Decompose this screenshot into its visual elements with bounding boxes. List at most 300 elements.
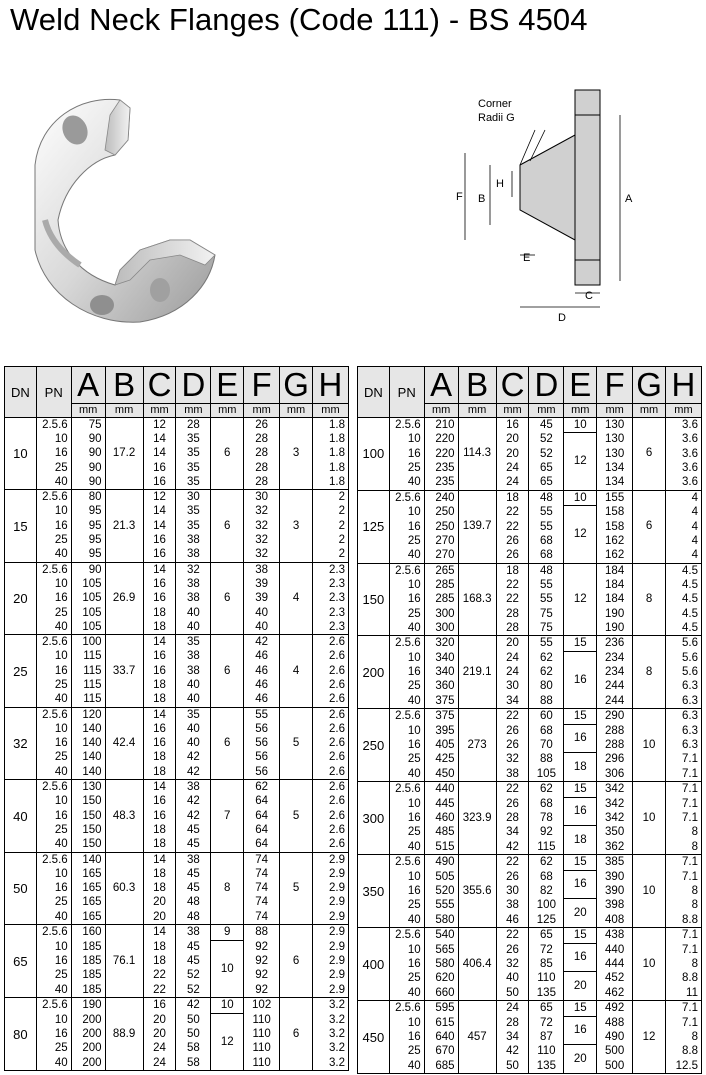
f-cell: 39 (244, 592, 280, 606)
pn-cell: 10 (389, 943, 424, 957)
g-cell: 6 (280, 925, 313, 998)
a-cell: 285 (424, 578, 458, 592)
h-cell: 2.9 (312, 867, 348, 881)
dim-d: D (558, 312, 566, 324)
g-cell: 6 (280, 998, 313, 1071)
f-cell: 32 (244, 533, 280, 547)
a-cell: 220 (424, 433, 458, 447)
g-cell: 8 (633, 636, 666, 709)
pn-cell: 25 (36, 533, 71, 547)
a-cell: 210 (424, 418, 458, 433)
header-b: B (105, 367, 143, 404)
pn-cell: 16 (389, 593, 424, 607)
c-cell: 14 (143, 852, 176, 867)
g-cell: 5 (280, 852, 313, 924)
b-cell: 168.3 (458, 563, 496, 635)
pn-cell: 10 (389, 433, 424, 447)
c-cell: 50 (496, 1059, 529, 1074)
table-row (5, 925, 349, 940)
a-cell: 185 (71, 954, 105, 968)
table-row (358, 928, 702, 943)
f-cell: 190 (597, 621, 633, 636)
c-cell: 26 (496, 943, 529, 957)
d-cell: 52 (529, 447, 564, 461)
a-cell: 100 (71, 635, 105, 650)
h-cell: 8.8 (665, 972, 701, 986)
h-cell: 6.3 (665, 709, 701, 724)
f-cell: 234 (597, 666, 633, 680)
h-cell: 2.6 (312, 823, 348, 837)
unit-d: mm (176, 404, 211, 418)
dn-cell: 80 (5, 998, 37, 1071)
a-cell: 90 (71, 447, 105, 461)
a-cell: 95 (71, 533, 105, 547)
pn-cell: 16 (389, 1030, 424, 1044)
pn-cell: 10 (389, 578, 424, 592)
h-cell: 2.6 (312, 678, 348, 692)
d-cell: 40 (176, 620, 211, 635)
f-cell: 28 (244, 461, 280, 475)
e-cell: 20 (564, 1045, 597, 1074)
d-cell: 48 (529, 490, 564, 505)
f-cell: 390 (597, 870, 633, 884)
d-cell: 135 (529, 986, 564, 1001)
c-cell: 16 (143, 548, 176, 563)
f-cell: 26 (244, 418, 280, 433)
d-cell: 65 (529, 461, 564, 475)
f-cell: 42 (244, 635, 280, 650)
d-cell: 100 (529, 899, 564, 913)
h-cell: 1.8 (312, 475, 348, 490)
header-g: G (633, 367, 666, 404)
h-cell: 2.6 (312, 664, 348, 678)
pn-cell: 40 (389, 986, 424, 1001)
f-cell: 438 (597, 928, 633, 943)
dn-cell: 300 (358, 782, 390, 855)
dn-cell: 150 (358, 563, 390, 635)
header-e: E (211, 367, 244, 404)
pn-cell: 10 (389, 724, 424, 738)
a-cell: 140 (71, 765, 105, 780)
c-cell: 16 (143, 461, 176, 475)
a-cell: 80 (71, 490, 105, 505)
unit-b: mm (105, 404, 143, 418)
flange-table-left (4, 366, 349, 1071)
h-cell: 2.9 (312, 969, 348, 983)
h-cell: 2.6 (312, 795, 348, 809)
h-cell: 5.6 (665, 651, 701, 665)
d-cell: 45 (176, 954, 211, 968)
e-cell: 18 (564, 826, 597, 855)
d-cell: 45 (176, 838, 211, 853)
c-cell: 16 (143, 998, 176, 1013)
b-cell: 406.4 (458, 928, 496, 1001)
d-cell: 88 (529, 694, 564, 709)
d-cell: 68 (529, 549, 564, 564)
c-cell: 18 (143, 882, 176, 896)
d-cell: 28 (176, 418, 211, 433)
c-cell: 18 (143, 954, 176, 968)
c-cell: 34 (496, 694, 529, 709)
c-cell: 18 (143, 678, 176, 692)
h-cell: 8 (665, 885, 701, 899)
f-cell: 56 (244, 751, 280, 765)
c-cell: 16 (143, 795, 176, 809)
unit-e: mm (211, 404, 244, 418)
h-cell: 2.3 (312, 562, 348, 577)
pn-cell: 10 (36, 795, 71, 809)
h-cell: 4.5 (665, 593, 701, 607)
f-cell: 64 (244, 823, 280, 837)
h-cell: 2.6 (312, 722, 348, 736)
b-cell: 88.9 (105, 998, 143, 1071)
a-cell: 90 (71, 475, 105, 490)
pn-cell: 2.5.6 (36, 780, 71, 795)
a-cell: 105 (71, 592, 105, 606)
table-row (5, 490, 349, 505)
f-cell: 244 (597, 694, 633, 709)
d-cell: 45 (176, 882, 211, 896)
pn-cell: 25 (389, 461, 424, 475)
g-cell: 10 (633, 709, 666, 782)
pn-cell: 10 (389, 797, 424, 811)
a-cell: 490 (424, 855, 458, 870)
e-cell: 8 (211, 852, 244, 924)
d-cell: 62 (529, 855, 564, 870)
f-cell: 40 (244, 620, 280, 635)
f-cell: 46 (244, 650, 280, 664)
e-cell: 10 (211, 998, 244, 1013)
a-cell: 440 (424, 782, 458, 797)
e-cell: 6 (211, 562, 244, 634)
pn-cell: 16 (389, 812, 424, 826)
d-cell: 115 (529, 840, 564, 855)
table-row (358, 782, 702, 797)
pn-cell: 25 (36, 896, 71, 910)
c-cell: 16 (496, 418, 529, 433)
c-cell: 12 (143, 490, 176, 505)
h-cell: 3.6 (665, 418, 701, 433)
h-cell: 2 (312, 505, 348, 519)
d-cell: 58 (176, 1042, 211, 1056)
h-cell: 3.2 (312, 1056, 348, 1071)
dim-b: B (478, 193, 486, 205)
h-cell: 2.6 (312, 707, 348, 722)
pn-cell: 16 (36, 447, 71, 461)
d-cell: 45 (176, 823, 211, 837)
header-c: C (143, 367, 176, 404)
e-cell: 12 (564, 433, 597, 491)
cross-section-diagram (450, 85, 670, 335)
pn-cell: 2.5.6 (389, 563, 424, 578)
a-cell: 300 (424, 621, 458, 636)
pn-cell: 25 (389, 972, 424, 986)
dim-a: A (625, 193, 633, 205)
f-cell: 110 (244, 1042, 280, 1056)
d-cell: 38 (176, 650, 211, 664)
c-cell: 18 (143, 606, 176, 620)
h-cell: 3.2 (312, 1027, 348, 1041)
h-cell: 2.6 (312, 635, 348, 650)
d-cell: 65 (529, 1001, 564, 1016)
h-cell: 2.6 (312, 751, 348, 765)
h-cell: 4.5 (665, 563, 701, 578)
unit-d: mm (529, 404, 564, 418)
d-cell: 78 (529, 812, 564, 826)
c-cell: 24 (143, 1056, 176, 1071)
f-cell: 488 (597, 1016, 633, 1030)
table-row (358, 855, 702, 870)
a-cell: 115 (71, 678, 105, 692)
pn-cell: 10 (36, 940, 71, 954)
a-cell: 235 (424, 476, 458, 491)
pn-cell: 16 (389, 885, 424, 899)
f-cell: 88 (244, 925, 280, 940)
pn-cell: 2.5.6 (389, 418, 424, 433)
a-cell: 375 (424, 694, 458, 709)
c-cell: 24 (496, 476, 529, 491)
pn-cell: 40 (389, 694, 424, 709)
a-cell: 220 (424, 447, 458, 461)
pn-cell: 25 (36, 678, 71, 692)
h-cell: 3.2 (312, 998, 348, 1013)
pn-cell: 40 (36, 548, 71, 563)
f-cell: 234 (597, 651, 633, 665)
unit-f: mm (244, 404, 280, 418)
c-cell: 16 (143, 737, 176, 751)
c-cell: 18 (143, 838, 176, 853)
a-cell: 115 (71, 664, 105, 678)
f-cell: 74 (244, 896, 280, 910)
pn-cell: 25 (36, 606, 71, 620)
h-cell: 6.3 (665, 680, 701, 694)
d-cell: 70 (529, 739, 564, 753)
c-cell: 28 (496, 812, 529, 826)
f-cell: 74 (244, 867, 280, 881)
h-cell: 4 (665, 534, 701, 548)
c-cell: 20 (143, 1027, 176, 1041)
pn-cell: 25 (36, 1042, 71, 1056)
c-cell: 26 (496, 870, 529, 884)
d-cell: 45 (176, 940, 211, 954)
pn-cell: 40 (36, 693, 71, 708)
a-cell: 130 (71, 780, 105, 795)
dn-cell: 40 (5, 780, 37, 852)
c-cell: 14 (143, 519, 176, 533)
e-cell: 6 (211, 418, 244, 490)
c-cell: 28 (496, 621, 529, 636)
f-cell: 158 (597, 520, 633, 534)
a-cell: 450 (424, 767, 458, 782)
d-cell: 42 (176, 809, 211, 823)
table-row (358, 709, 702, 724)
unit-h: mm (665, 404, 701, 418)
f-cell: 102 (244, 998, 280, 1013)
pn-cell: 2.5.6 (36, 562, 71, 577)
d-cell: 65 (529, 928, 564, 943)
c-cell: 38 (496, 767, 529, 782)
a-cell: 615 (424, 1016, 458, 1030)
d-cell: 55 (529, 593, 564, 607)
f-cell: 236 (597, 636, 633, 651)
g-cell: 8 (633, 563, 666, 635)
h-cell: 3.2 (312, 1042, 348, 1056)
pn-cell: 40 (389, 913, 424, 928)
unit-c: mm (143, 404, 176, 418)
f-cell: 350 (597, 826, 633, 840)
h-cell: 7.1 (665, 767, 701, 782)
g-cell: 6 (633, 418, 666, 491)
h-cell: 4.5 (665, 607, 701, 621)
f-cell: 28 (244, 475, 280, 490)
d-cell: 52 (176, 969, 211, 983)
f-cell: 56 (244, 765, 280, 780)
h-cell: 8 (665, 840, 701, 855)
f-cell: 162 (597, 534, 633, 548)
h-cell: 3.2 (312, 1013, 348, 1027)
h-cell: 4 (665, 520, 701, 534)
h-cell: 5.6 (665, 636, 701, 651)
pn-cell: 40 (36, 765, 71, 780)
h-cell: 8.8 (665, 1045, 701, 1059)
f-cell: 92 (244, 969, 280, 983)
f-cell: 158 (597, 506, 633, 520)
d-cell: 50 (176, 1027, 211, 1041)
c-cell: 18 (143, 940, 176, 954)
c-cell: 42 (496, 1045, 529, 1059)
a-cell: 150 (71, 795, 105, 809)
a-cell: 165 (71, 896, 105, 910)
a-cell: 165 (71, 882, 105, 896)
h-cell: 2.9 (312, 910, 348, 925)
f-cell: 288 (597, 724, 633, 738)
pn-cell: 40 (389, 549, 424, 564)
header-a: A (424, 367, 458, 404)
h-cell: 7.1 (665, 797, 701, 811)
pn-cell: 10 (389, 870, 424, 884)
e-cell: 6 (211, 635, 244, 707)
d-cell: 60 (529, 709, 564, 724)
c-cell: 14 (143, 925, 176, 940)
c-cell: 18 (496, 563, 529, 578)
c-cell: 28 (496, 607, 529, 621)
pn-cell: 2.5.6 (389, 855, 424, 870)
h-cell: 7.1 (665, 928, 701, 943)
c-cell: 26 (496, 724, 529, 738)
f-cell: 184 (597, 593, 633, 607)
a-cell: 200 (71, 1042, 105, 1056)
a-cell: 360 (424, 680, 458, 694)
h-cell: 1.8 (312, 418, 348, 433)
a-cell: 580 (424, 957, 458, 971)
a-cell: 165 (71, 910, 105, 925)
a-cell: 90 (71, 461, 105, 475)
c-cell: 18 (143, 693, 176, 708)
e-cell: 16 (564, 651, 597, 709)
a-cell: 75 (71, 418, 105, 433)
f-cell: 110 (244, 1027, 280, 1041)
h-cell: 7.1 (665, 943, 701, 957)
g-cell: 10 (633, 782, 666, 855)
h-cell: 2.6 (312, 780, 348, 795)
g-cell: 12 (633, 1001, 666, 1074)
table-row (5, 998, 349, 1013)
f-cell: 490 (597, 1030, 633, 1044)
c-cell: 26 (496, 797, 529, 811)
header-dn: DN (5, 367, 37, 418)
f-cell: 390 (597, 885, 633, 899)
dim-h: H (496, 178, 504, 190)
table-row (358, 1001, 702, 1016)
pn-cell: 2.5.6 (36, 925, 71, 940)
h-cell: 3.6 (665, 447, 701, 461)
c-cell: 22 (496, 593, 529, 607)
b-cell: 42.4 (105, 707, 143, 779)
d-cell: 68 (529, 870, 564, 884)
f-cell: 444 (597, 957, 633, 971)
d-cell: 35 (176, 447, 211, 461)
a-cell: 670 (424, 1045, 458, 1059)
unit-a: mm (424, 404, 458, 418)
h-cell: 2.6 (312, 765, 348, 780)
pn-cell: 25 (389, 607, 424, 621)
f-cell: 56 (244, 722, 280, 736)
f-cell: 74 (244, 852, 280, 867)
d-cell: 42 (176, 765, 211, 780)
f-cell: 46 (244, 664, 280, 678)
flange-illustration (20, 80, 230, 330)
c-cell: 16 (143, 592, 176, 606)
c-cell: 18 (143, 751, 176, 765)
f-cell: 184 (597, 563, 633, 578)
a-cell: 425 (424, 753, 458, 767)
a-cell: 115 (71, 693, 105, 708)
radii-label: Radii G (478, 112, 515, 124)
f-cell: 40 (244, 606, 280, 620)
h-cell: 6.3 (665, 694, 701, 709)
e-cell: 15 (564, 1001, 597, 1016)
header-a: A (71, 367, 105, 404)
dn-cell: 350 (358, 855, 390, 928)
e-cell: 16 (564, 724, 597, 753)
g-cell: 10 (633, 855, 666, 928)
f-cell: 28 (244, 447, 280, 461)
f-cell: 190 (597, 607, 633, 621)
g-cell: 3 (280, 418, 313, 490)
dn-cell: 65 (5, 925, 37, 998)
h-cell: 12.5 (665, 1059, 701, 1074)
pn-cell: 10 (389, 1016, 424, 1030)
a-cell: 140 (71, 751, 105, 765)
b-cell: 114.3 (458, 418, 496, 491)
c-cell: 24 (496, 666, 529, 680)
e-cell: 15 (564, 709, 597, 724)
header-e: E (564, 367, 597, 404)
g-cell: 4 (280, 635, 313, 707)
h-cell: 8 (665, 1030, 701, 1044)
h-cell: 2.9 (312, 940, 348, 954)
b-cell: 26.9 (105, 562, 143, 634)
dn-cell: 400 (358, 928, 390, 1001)
d-cell: 35 (176, 461, 211, 475)
e-cell: 12 (564, 506, 597, 564)
f-cell: 162 (597, 549, 633, 564)
c-cell: 24 (496, 1001, 529, 1016)
pn-cell: 16 (36, 592, 71, 606)
pn-cell: 10 (36, 432, 71, 446)
dn-cell: 125 (358, 490, 390, 563)
b-cell: 457 (458, 1001, 496, 1074)
